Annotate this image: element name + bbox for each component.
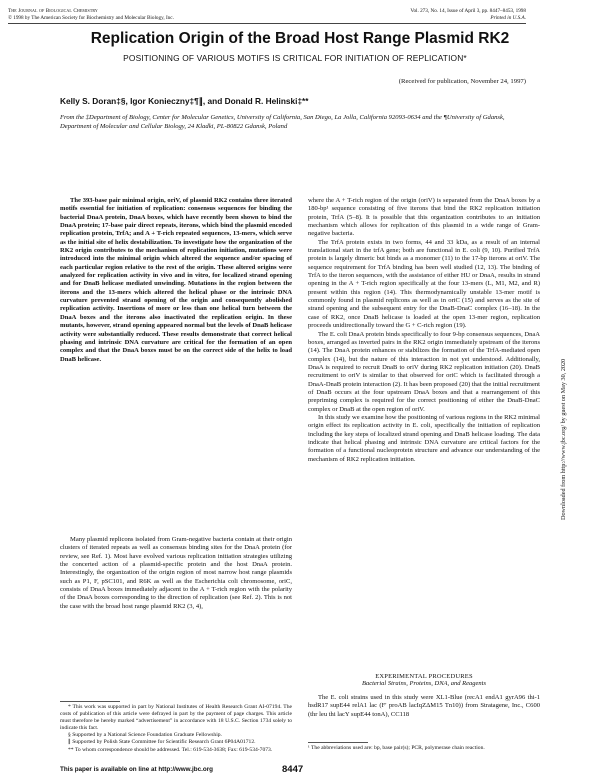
affiliation: From the ‡Department of Biology, Center for Molecular Genetics, University of California, San Diego, La Jolla, California 92093-0634 and the ¶University of Gdansk, Department of Molecular and Cellular Biology, 24 Kladki, PL-80822 Gdansk, Poland <box>60 114 505 130</box>
download-side-note: Downloaded from http://www.jbc.org/ by guest on May 30, 2020 <box>560 358 567 520</box>
footnote: § Supported by a National Science Foundation Graduate Fellowship. <box>68 732 222 739</box>
journal-header-left <box>8 8 174 21</box>
article-subtitle: POSITIONING OF VARIOUS MOTIFS IS CRITICAL FOR INITIATION OF REPLICATION* <box>123 53 467 63</box>
intro-paragraph: Many plasmid replicons isolated from Gram-negative bacteria contain at their origin clusters of iterated repeats as well as consensus binding sites for the DnaA protein (for review, see Ref. 1). Most have evolved various replication initiation strategies utilizing the concerted action of a plasmid-specific protein and the host DnaA protein. Interestingly, the organization of the origin region of most narrow host range plasmids such as P1, F, pSC101, and R6K as well as the Escherichia coli chromosome, oriC, consists of DnaA boxes immediately adjacent to the A + T-rich region with the polarity of the DnaA boxes corresponding to the direction of replication (see Ref. 2). This is not the case with the broad host range plasmid RK2 (3, 4), <box>60 536 292 610</box>
author-list: Kelly S. Doran‡§, Igor Konieczny‡¶∥, and Donald R. Helinski‡** <box>60 96 309 106</box>
footnote-rule-left <box>60 701 120 702</box>
section-heading: EXPERIMENTAL PROCEDURES <box>375 673 473 680</box>
right-column-body <box>308 197 540 464</box>
volume-issue: Vol. 273, No. 14, Issue of April 3, pp. 8447–8453, 1998 <box>410 8 526 14</box>
journal-header-right <box>410 8 526 21</box>
copyright-line: © 1998 by The American Society for Biochemistry and Molecular Biology, Inc. <box>8 14 174 21</box>
body-paragraph: where the A + T-rich region of the origin (oriV) is separated from the DnaA boxes by a 180-bp¹ sequence consisting of five iterons that bind the RK2 replication initiation protein, TrfA (5–8). It is possible that this organization contributes to an initiation mechanism which allows for replication of this plasmid in a wide range of Gram-negative bacteria. <box>308 197 540 238</box>
footnote-right: ¹ The abbreviations used are: bp, base pair(s); PCR, polymerase chain reaction. <box>308 745 485 751</box>
header-rule <box>8 23 526 24</box>
abstract: The 393-base pair minimal origin, oriV, of plasmid RK2 contains three iterated motifs essential for initiation of replication: consensus sequences for binding the bacterial DnaA protein, DnaA boxes, which have recently been shown to bind the DnaA protein; 17-base pair direct repeats, iterons, which bind the plasmid encoded replication protein, TrfA; and A + T-rich repeated sequences, 13-mers, which serve as the initial site of helix destabilization. To investigate how the organization of the RK2 origin contributes to the mechanism of replication initiation, mutations were introduced into the minimal origin which altered the sequence and/or spacing of each particular region relative to the rest of the origin. These altered origins were analyzed for replication activity in vivo and in vitro, for localized strand opening and for DnaB helicase mediated unwinding. Mutations in the region between the iterons and the 13-mers which altered the helical phase or the intrinsic DNA curvature prevented strand opening of the origin and consequently abolished replication activity. Insertions of more or less than one helical turn between the DnaA boxes and the iterons also inactivated the replication origin. In these mutants, however, strand opening appeared normal but the levels of DnaB helicase activity were substantially reduced. These results demonstrate that correct helical phasing and intrinsic DNA curvature are critical for the formation of an open complex and that the DnaA boxes must be on the correct side of the helix to load DnaB helicase. <box>60 197 292 363</box>
footnotes-left <box>60 704 292 754</box>
page-number: 8447 <box>282 764 304 775</box>
footnote: * This work was supported in part by National Institutes of Health Research Grant AI-07194. The costs of publication of this article were defrayed in part by the payment of page charges. This article must therefore be hereby marked “advertisement” in accordance with 18 U.S.C. Section 1734 solely to indicate this fact. <box>60 704 292 732</box>
journal-name: The Journal of Biological Chemistry <box>8 8 98 14</box>
body-paragraph: The E. coli DnaA protein binds specifically to four 9-bp consensus sequences, DnaA boxes, arranged as inverted pairs in the RK2 origin immediately upstream of the iterons (14). The DnaA protein enhances or stabilizes the formation of the TrfA-mediated open complex (14), but the nature of this interaction in not yet understood. Additionally, DnaA is required to recruit DnaB to oriV during RK2 replication initiation (20). DnaB recruitment to oriV is similar to that observed for oriC which is facilitated through a DnaA-DnaB protein interaction (2). It has been proposed (20) that the initial recruitment of DnaB occurs at the four upstream DnaA boxes and that a rearrangement of this prepriming complex is required for the correct positioning of either the DnaB-DnaC complex or DnaB at the open region of oriV. <box>308 330 540 413</box>
body-paragraph: The TrfA protein exists in two forms, 44 and 33 kDa, as a result of an internal translational start in the trfA gene; both are functional in E. coli (9, 10). Purified TrfA protein is largely dimeric but binds as a monomer (11) to the 17-bp iterons at oriV. The sequence requirement for TrfA binding has been well studied (12, 13). The binding of TrfA to the iteron sequences, with the assistance of either HU or DnaA, results in strand opening in the A + T-rich region specifically at the four 13-mers (L, M1, M2, and R) present within this region (14). This thermodynamically unstable 13-mer motif is commonly found in plasmid replicons as well as in oriC (15) and serves as the site of strand opening and the subsequent entry for the DnaB-DnaC complex (16–18). In the case of RK2, once DnaB helicase is loaded at the open 13-mer region, replication proceeds unidirectionally toward the G + C-rich region (19). <box>308 238 540 330</box>
footnote: ∥ Supported by Polish State Committee for Scientific Research Grant 6P04A01712. <box>68 739 256 746</box>
methods-paragraph: The E. coli strains used in this study were XL1-Blue (recA1 endA1 gyrA96 thi-1 hsdR17 supE44 relA1 lac (F′ proAB lacIqZΔM15 Tn10)) from Stratagene, Inc., C600 (thr leu thi lacY supE44 tonA), CC118 <box>308 694 540 718</box>
footnote: ** To whom correspondence should be addressed. Tel.: 619-534-3638; Fax: 619-534-7073. <box>68 746 273 753</box>
received-date: (Received for publication, November 24, 1997) <box>398 78 526 85</box>
section-subheading: Bacterial Strains, Proteins, DNA, and Reagents <box>362 680 486 687</box>
printed-in: Printed in U.S.A. <box>490 14 526 21</box>
article-title: Replication Origin of the Broad Host Range Plasmid RK2 <box>90 30 510 47</box>
online-availability: This paper is available on line at http://www.jbc.org <box>60 766 214 773</box>
section-heading-block <box>308 673 540 687</box>
footnote-rule-right <box>308 742 368 743</box>
body-paragraph: In this study we examine how the positioning of various regions in the RK2 minimal origin effect its replication activity in E. coli, specifically the initiation of replication including the key steps of localized strand opening and DnaB helicase loading. The data indicate that helical phasing and intrinsic DNA curvature are critical factors for the formation of a functional nucleoprotein structure and advance our understanding of the mechanism of RK2 replication initiation. <box>308 413 540 463</box>
